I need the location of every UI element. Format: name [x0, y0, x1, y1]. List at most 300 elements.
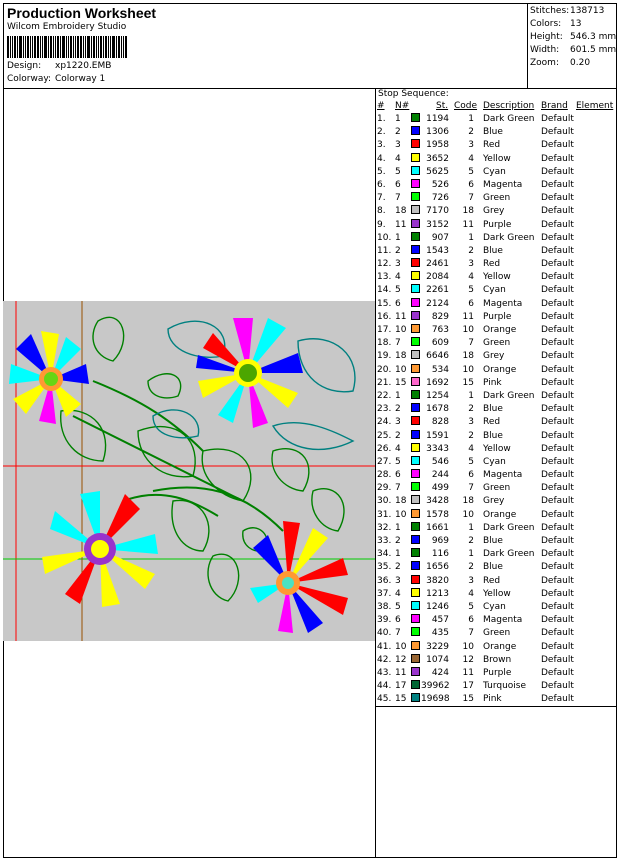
color-swatch: [411, 311, 420, 320]
stop-stitches: 2261: [426, 285, 449, 296]
stop-num: 10.: [377, 232, 392, 243]
barcode-bar: [77, 36, 79, 58]
color-swatch: [411, 245, 420, 254]
stop-brand: Default: [541, 114, 574, 124]
embroidery-design-preview: [3, 301, 375, 641]
stop-n: 6: [395, 470, 401, 481]
barcode-bar: [42, 36, 43, 58]
stop-code: 4: [468, 153, 474, 164]
stop-sequence-list: [376, 113, 616, 706]
stop-num: 35.: [377, 562, 392, 573]
stop-stitches: 3229: [426, 641, 449, 652]
barcode-bar: [66, 36, 67, 58]
stat-value: 546.3 mm: [570, 32, 617, 42]
barcode-bar: [68, 36, 69, 58]
stop-description: Pink: [483, 694, 502, 705]
stop-code: 7: [468, 483, 474, 494]
color-swatch: [411, 324, 420, 333]
stop-num: 43.: [377, 667, 392, 678]
stop-num: 32.: [377, 522, 392, 533]
stop-stitches: 3652: [426, 153, 449, 164]
stop-n: 2: [395, 430, 401, 441]
design-background: [3, 301, 375, 641]
stop-row: [376, 126, 616, 139]
barcode-bar: [118, 36, 120, 58]
stop-code: 11: [462, 219, 474, 230]
stop-brand: Default: [541, 206, 574, 217]
stop-brand: Default: [541, 377, 574, 388]
stat-row: [530, 31, 616, 44]
design-value: xp1220.EMB: [55, 61, 112, 71]
stop-num: 18.: [377, 338, 392, 349]
stop-brand: Default: [541, 536, 574, 546]
stop-brand: Default: [541, 298, 574, 309]
stop-n: 6: [395, 298, 401, 309]
stop-n: 3: [395, 259, 401, 270]
stop-brand: Default: [541, 522, 574, 533]
stop-stitches: 3820: [426, 575, 449, 586]
stop-brand: Default: [541, 667, 574, 678]
barcode-bar: [27, 36, 29, 58]
barcode-bar: [60, 36, 61, 58]
stop-num: 44.: [377, 681, 392, 692]
stop-description: Yellow: [483, 153, 511, 164]
stop-description: Purple: [483, 667, 512, 678]
stop-row: [376, 667, 616, 680]
color-swatch: [411, 601, 420, 610]
stop-brand: Default: [541, 325, 574, 335]
stop-code: 3: [468, 575, 474, 586]
stop-stitches: 609: [431, 338, 449, 349]
stop-description: Brown: [483, 654, 512, 665]
stop-code: 10: [462, 325, 474, 335]
barcode-bar: [19, 36, 22, 58]
stop-num: 45.: [377, 694, 392, 705]
stop-row: [376, 627, 616, 640]
stop-description: Orange: [483, 641, 517, 652]
stop-row: [376, 298, 616, 311]
stop-row: [376, 588, 616, 601]
stop-n: 11: [395, 667, 407, 678]
stop-n: 1: [395, 232, 401, 243]
color-swatch: [411, 113, 420, 122]
stop-stitches: 2461: [426, 259, 449, 270]
stop-row: [376, 324, 616, 337]
stop-n: 1: [395, 114, 401, 124]
stop-num: 31.: [377, 509, 392, 520]
barcode-bar: [48, 36, 49, 58]
stop-stitches: 244: [431, 470, 449, 481]
stop-n: 4: [395, 272, 401, 283]
stop-stitches: 1678: [426, 404, 449, 415]
stop-stitches: 1656: [426, 562, 449, 573]
stop-stitches: 2084: [426, 272, 449, 283]
stop-num: 14.: [377, 285, 392, 296]
stop-brand: Default: [541, 496, 574, 507]
color-swatch: [411, 641, 420, 650]
stop-row: [376, 192, 616, 205]
stop-stitches: 546: [431, 456, 449, 467]
stop-num: 5.: [377, 166, 386, 177]
design-line: [7, 61, 111, 71]
stop-stitches: 499: [431, 483, 449, 494]
stop-description: Purple: [483, 219, 512, 230]
stop-description: Magenta: [483, 298, 523, 309]
stop-row: [376, 179, 616, 192]
col-brand: Brand: [541, 101, 568, 111]
barcode-bar: [73, 36, 74, 58]
stop-brand: Default: [541, 311, 574, 322]
stop-description: Cyan: [483, 166, 506, 177]
stop-row: [376, 153, 616, 166]
stat-label: Stitches:: [530, 6, 570, 16]
stop-n: 5: [395, 166, 401, 177]
color-swatch: [411, 535, 420, 544]
stop-num: 39.: [377, 615, 392, 626]
stop-n: 18: [395, 496, 407, 507]
stop-description: Blue: [483, 430, 503, 441]
stop-num: 40.: [377, 628, 392, 639]
stop-num: 41.: [377, 641, 392, 652]
stop-brand: Default: [541, 285, 574, 296]
stop-description: Blue: [483, 562, 503, 573]
stop-brand: Default: [541, 245, 574, 256]
stop-description: Grey: [483, 206, 505, 217]
stop-code: 17: [462, 681, 474, 692]
colorway-value: Colorway 1: [55, 74, 106, 84]
color-swatch: [411, 614, 420, 623]
stop-stitches: 1578: [426, 509, 449, 520]
col-n: N#: [395, 101, 410, 111]
stop-description: Grey: [483, 496, 505, 507]
stop-description: Green: [483, 193, 511, 204]
stop-brand: Default: [541, 628, 574, 639]
stop-stitches: 1213: [426, 588, 449, 599]
stop-row: [376, 561, 616, 574]
stop-num: 30.: [377, 496, 392, 507]
barcode-bar: [96, 36, 97, 58]
stop-brand: Default: [541, 456, 574, 467]
barcode-bar: [93, 36, 95, 58]
stop-stitches: 19698: [421, 694, 450, 705]
stop-num: 29.: [377, 483, 392, 494]
stop-row: [376, 377, 616, 390]
stop-brand: Default: [541, 232, 574, 243]
stop-description: Purple: [483, 311, 512, 322]
stop-brand: Default: [541, 404, 574, 415]
stop-code: 12: [462, 654, 474, 665]
stop-row: [376, 284, 616, 297]
stop-description: Orange: [483, 325, 517, 335]
barcode-bar: [17, 36, 18, 58]
stop-code: 18: [462, 496, 474, 507]
barcode-bar: [23, 36, 24, 58]
stop-row: [376, 232, 616, 245]
stop-n: 10: [395, 509, 407, 520]
stop-brand: Default: [541, 588, 574, 599]
stop-num: 28.: [377, 470, 392, 481]
stop-n: 17: [395, 681, 407, 692]
stop-row: [376, 522, 616, 535]
stop-description: Orange: [483, 364, 517, 375]
stat-row: [530, 5, 616, 18]
stop-num: 19.: [377, 351, 392, 362]
stat-value: 138713: [570, 6, 605, 16]
stop-brand: Default: [541, 483, 574, 494]
barcode-bar: [7, 36, 9, 58]
stop-brand: Default: [541, 140, 574, 151]
stop-n: 7: [395, 628, 401, 639]
barcode-bar: [30, 36, 31, 58]
stop-n: 3: [395, 140, 401, 151]
stop-description: Red: [483, 140, 501, 151]
design-label: Design:: [7, 61, 42, 71]
stop-code: 6: [468, 615, 474, 626]
stop-stitches: 1543: [426, 245, 449, 256]
stop-code: 5: [468, 166, 474, 177]
col-code: Code: [454, 101, 478, 111]
stop-num: 2.: [377, 127, 386, 138]
page-title: Production Worksheet: [7, 5, 157, 21]
color-swatch: [411, 153, 420, 162]
stop-n: 2: [395, 245, 401, 256]
stop-description: Dark Green: [483, 232, 535, 243]
color-swatch: [411, 456, 420, 465]
colorway-line: [7, 74, 105, 84]
stop-stitches: 116: [431, 549, 449, 560]
col-stitches: St.: [436, 101, 449, 111]
stop-brand: Default: [541, 166, 574, 177]
color-swatch: [411, 443, 420, 452]
barcode-bar: [110, 36, 111, 58]
stat-row: [530, 57, 616, 70]
stop-code: 3: [468, 140, 474, 151]
stop-row: [376, 693, 616, 706]
color-swatch: [411, 654, 420, 663]
stop-description: Blue: [483, 245, 503, 256]
stop-n: 5: [395, 285, 401, 296]
stop-brand: Default: [541, 694, 574, 705]
stop-stitches: 1591: [426, 430, 449, 441]
stop-num: 37.: [377, 588, 392, 599]
stop-stitches: 457: [431, 615, 449, 626]
stop-row: [376, 575, 616, 588]
stop-n: 10: [395, 641, 407, 652]
stop-code: 11: [462, 667, 474, 678]
stop-code: 1: [468, 232, 474, 243]
stat-value: 13: [570, 19, 582, 29]
color-swatch: [411, 126, 420, 135]
stop-stitches: 1692: [426, 377, 449, 388]
stop-num: 6.: [377, 179, 386, 190]
stop-description: Orange: [483, 509, 517, 520]
stop-description: Green: [483, 483, 511, 494]
stop-row: [376, 430, 616, 443]
stop-description: Green: [483, 628, 511, 639]
stat-label: Height:: [530, 32, 563, 42]
color-swatch: [411, 219, 420, 228]
stop-row: [376, 337, 616, 350]
stop-description: Cyan: [483, 456, 506, 467]
stop-n: 11: [395, 311, 407, 322]
stop-code: 4: [468, 272, 474, 283]
stop-n: 11: [395, 219, 407, 230]
stop-description: Red: [483, 259, 501, 270]
stop-stitches: 5625: [426, 166, 449, 177]
stop-n: 15: [395, 694, 407, 705]
color-swatch: [411, 271, 420, 280]
color-swatch: [411, 548, 420, 557]
stop-description: Turquoise: [483, 681, 527, 692]
stat-value: 601.5 mm: [570, 45, 617, 55]
stop-row: [376, 469, 616, 482]
stop-description: Dark Green: [483, 522, 535, 533]
stop-n: 6: [395, 615, 401, 626]
stop-brand: Default: [541, 272, 574, 283]
stop-brand: Default: [541, 470, 574, 481]
stop-code: 6: [468, 298, 474, 309]
stop-num: 15.: [377, 298, 392, 309]
stop-code: 2: [468, 245, 474, 256]
stop-num: 16.: [377, 311, 392, 322]
stop-stitches: 829: [431, 311, 449, 322]
barcode-bar: [53, 36, 54, 58]
barcode-bar: [91, 36, 92, 58]
stop-code: 1: [468, 114, 474, 124]
barcode-bar: [12, 36, 13, 58]
stop-description: Dark Green: [483, 390, 535, 401]
stop-n: 18: [395, 351, 407, 362]
stop-code: 5: [468, 285, 474, 296]
barcode-bar: [87, 36, 90, 58]
stop-brand: Default: [541, 654, 574, 665]
stop-description: Yellow: [483, 588, 511, 599]
stop-brand: Default: [541, 575, 574, 586]
stop-n: 4: [395, 588, 401, 599]
stop-brand: Default: [541, 193, 574, 204]
header-divider: [3, 88, 617, 89]
color-swatch: [411, 667, 420, 676]
stop-description: Dark Green: [483, 114, 535, 124]
stop-stitches: 1246: [426, 601, 449, 612]
barcode-bar: [85, 36, 86, 58]
stop-code: 10: [462, 364, 474, 375]
stop-num: 42.: [377, 654, 392, 665]
stop-row: [376, 509, 616, 522]
stop-num: 3.: [377, 140, 386, 151]
barcode-bar: [121, 36, 122, 58]
stop-stitches: 2124: [426, 298, 449, 309]
stop-description: Pink: [483, 377, 502, 388]
stop-description: Cyan: [483, 601, 506, 612]
stop-code: 10: [462, 509, 474, 520]
stop-code: 15: [462, 377, 474, 388]
barcode-bar: [40, 36, 41, 58]
stop-brand: Default: [541, 127, 574, 138]
stop-stitches: 1194: [426, 114, 449, 124]
stop-code: 5: [468, 601, 474, 612]
stop-code: 6: [468, 179, 474, 190]
stop-description: Red: [483, 417, 501, 428]
color-swatch: [411, 588, 420, 597]
barcode-bar: [44, 36, 47, 58]
color-swatch: [411, 258, 420, 267]
barcode-bar: [10, 36, 11, 58]
stop-sequence-title: Stop Sequence:: [378, 89, 449, 99]
stop-code: 2: [468, 127, 474, 138]
stop-n: 4: [395, 443, 401, 454]
stop-code: 18: [462, 351, 474, 362]
stop-code: 3: [468, 259, 474, 270]
color-swatch: [411, 284, 420, 293]
stop-num: 11.: [377, 245, 392, 256]
barcode-bar: [108, 36, 109, 58]
stop-code: 4: [468, 588, 474, 599]
stop-description: Yellow: [483, 272, 511, 283]
stop-row: [376, 113, 616, 126]
software-name: Wilcom Embroidery Studio: [7, 22, 127, 32]
stop-row: [376, 245, 616, 258]
stop-n: 2: [395, 127, 401, 138]
stop-row: [376, 654, 616, 667]
stop-code: 11: [462, 311, 474, 322]
stop-n: 7: [395, 338, 401, 349]
stop-n: 7: [395, 193, 401, 204]
stop-brand: Default: [541, 615, 574, 626]
stat-value: 0.20: [570, 58, 591, 68]
stop-brand: Default: [541, 509, 574, 520]
color-swatch: [411, 192, 420, 201]
barcode-bar: [70, 36, 72, 58]
stop-code: 4: [468, 443, 474, 454]
color-swatch: [411, 522, 420, 531]
stop-row: [376, 641, 616, 654]
stop-description: Magenta: [483, 615, 523, 626]
color-swatch: [411, 139, 420, 148]
barcode-bar: [112, 36, 115, 58]
stop-description: Yellow: [483, 443, 511, 454]
stat-row: [530, 44, 616, 57]
stop-code: 1: [468, 522, 474, 533]
barcode: [7, 36, 133, 58]
colorway-label: Colorway:: [7, 74, 52, 84]
stop-num: 23.: [377, 404, 392, 415]
color-swatch: [411, 482, 420, 491]
stop-n: 1: [395, 549, 401, 560]
stop-num: 21.: [377, 377, 392, 388]
color-swatch: [411, 350, 420, 359]
stop-num: 25.: [377, 430, 392, 441]
barcode-bar: [50, 36, 52, 58]
stop-brand: Default: [541, 338, 574, 349]
stop-code: 2: [468, 430, 474, 441]
stop-description: Blue: [483, 404, 503, 415]
stop-stitches: 828: [431, 417, 449, 428]
stop-row: [376, 258, 616, 271]
stop-stitches: 7170: [426, 206, 449, 217]
color-swatch: [411, 337, 420, 346]
stat-row: [530, 18, 616, 31]
barcode-bar: [83, 36, 84, 58]
stop-description: Blue: [483, 536, 503, 546]
barcode-bar: [37, 36, 39, 58]
stop-brand: Default: [541, 641, 574, 652]
stop-description: Dark Green: [483, 549, 535, 560]
color-swatch: [411, 627, 420, 636]
stop-brand: Default: [541, 351, 574, 362]
color-swatch: [411, 693, 420, 702]
stop-n: 2: [395, 536, 401, 546]
